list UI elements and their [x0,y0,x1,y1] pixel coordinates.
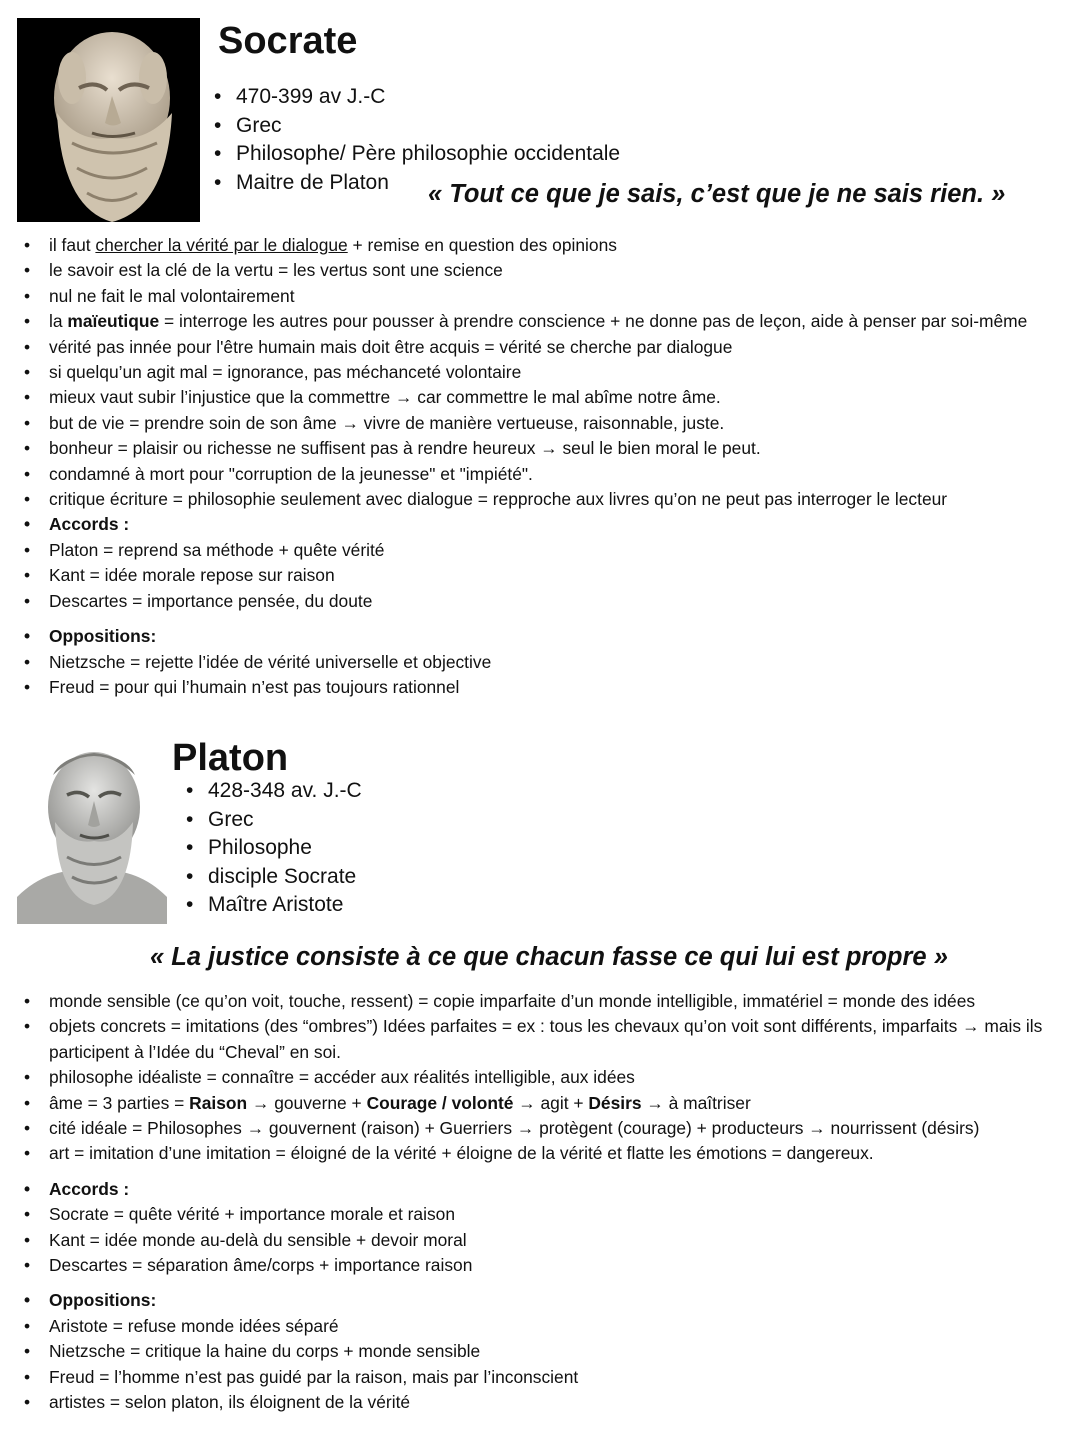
list-item: • Kant = idée monde au-delà du sensible + devoir moral [24,1228,1076,1253]
list-item: • Platon = reprend sa méthode + quête vérité [24,538,1076,563]
list-item: • Aristote = refuse monde idées séparé [24,1314,1076,1339]
list-item: • art = imitation d’une imitation = éloigné de la vérité + éloigne de la vérité et flatte les émotions = dangereux. [24,1141,1076,1166]
accords-heading: • Accords : [24,1177,1076,1202]
socrate-bust-drawing [17,18,200,222]
fact-item: • 428-348 av. J.-C [184,777,362,806]
list-item: • vérité pas innée pour l'être humain mais doit être acquis = vérité se cherche par dialogue [24,335,1076,360]
list-item: • bonheur = plaisir ou richesse ne suffisent pas à rendre heureux → seul le bien moral le peut. [24,436,1076,461]
fact-item: • Grec [212,112,620,141]
bold-term: Courage / volonté [366,1092,514,1113]
platon-quote: « La justice consiste à ce que chacun fasse ce qui lui est propre » [150,943,948,971]
list-item: • philosophe idéaliste = connaître = accéder aux réalités intelligible, aux idées [24,1065,1076,1090]
list-item: • Freud = pour qui l’humain n’est pas toujours rationnel [24,675,1076,700]
oppositions-heading: • Oppositions: [24,1288,1076,1313]
fact-item: • Grec [184,806,362,835]
underlined-text: chercher la vérité par le dialogue [95,235,348,255]
fact-item: • disciple Socrate [184,863,362,892]
list-item: • Socrate = quête vérité + importance morale et raison [24,1202,1076,1227]
list-item: • il faut chercher la vérité par le dialogue + remise en question des opinions [24,233,1076,258]
fact-item: • 470-399 av J.-C [212,83,620,112]
socrate-name: Socrate [218,20,358,62]
platon-portrait [17,737,167,924]
list-item: • mieux vaut subir l’injustice que la commettre → car commettre le mal abîme notre âme. [24,385,1076,410]
list-item: • critique écriture = philosophie seulement avec dialogue = repproche aux livres qu’on ne peut pas interroger le lecteur [24,487,1076,512]
socrate-quote: « Tout ce que je sais, c’est que je ne sais rien. » [428,180,1006,208]
list-item: • cité idéale = Philosophes → gouvernent (raison) + Guerriers → protègent (courage) + producteurs → nourrissent (désirs) [24,1116,1076,1141]
socrate-portrait [17,18,200,222]
list-item: • but de vie = prendre soin de son âme → vivre de manière vertueuse, raisonnable, juste. [24,411,1076,436]
list-item: • si quelqu’un agit mal = ignorance, pas méchanceté volontaire [24,360,1076,385]
list-item: • Descartes = importance pensée, du doute [24,589,1076,614]
platon-notes [24,989,1076,1416]
list-item: • Freud = l’homme n’est pas guidé par la raison, mais par l’inconscient [24,1365,1076,1390]
list-item: • condamné à mort pour "corruption de la jeunesse" et "impiété". [24,462,1076,487]
list-item: • Kant = idée morale repose sur raison [24,563,1076,588]
platon-name: Platon [172,737,289,779]
bold-term: maïeutique [67,311,160,332]
list-item: • le savoir est la clé de la vertu = les vertus sont une science [24,258,1076,283]
list-item: • Nietzsche = rejette l’idée de vérité universelle et objective [24,650,1076,675]
bold-term: Désirs [588,1092,642,1113]
list-item: • la maïeutique = interroge les autres pour pousser à prendre conscience + ne donne pas de leçon, aide à penser par soi-même [24,309,1076,334]
platon-facts [184,777,362,920]
list-item: • nul ne fait le mal volontairement [24,284,1076,309]
list-item: • Descartes = séparation âme/corps + importance raison [24,1253,1076,1278]
bold-term: Raison [189,1092,248,1113]
platon-bust-drawing [17,737,167,924]
oppositions-heading: • Oppositions: [24,624,1076,649]
list-item: • Nietzsche = critique la haine du corps + monde sensible [24,1339,1076,1364]
list-item: • monde sensible (ce qu’on voit, touche, ressent) = copie imparfaite d’un monde intelligible, immatériel = monde des idées [24,989,1076,1014]
list-item: • âme = 3 parties = Raison → gouverne + Courage / volonté → agit + Désirs → à maîtriser [24,1091,1076,1116]
socrate-notes [24,233,1076,700]
list-item: • objets concrets = imitations (des “ombres”) Idées parfaites = ex : tous les chevaux qu’on voit sont différents, imparfaits → mais ils participent à l’Idée du “Cheval” en soi. [24,1014,1076,1065]
fact-item: • Maître Aristote [184,891,362,920]
fact-item: • Philosophe/ Père philosophie occidentale [212,140,620,169]
fact-item: • Maitre de Platon [212,169,620,198]
list-item: • artistes = selon platon, ils éloignent de la vérité [24,1390,1076,1415]
accords-heading: • Accords : [24,512,1076,537]
fact-item: • Philosophe [184,834,362,863]
